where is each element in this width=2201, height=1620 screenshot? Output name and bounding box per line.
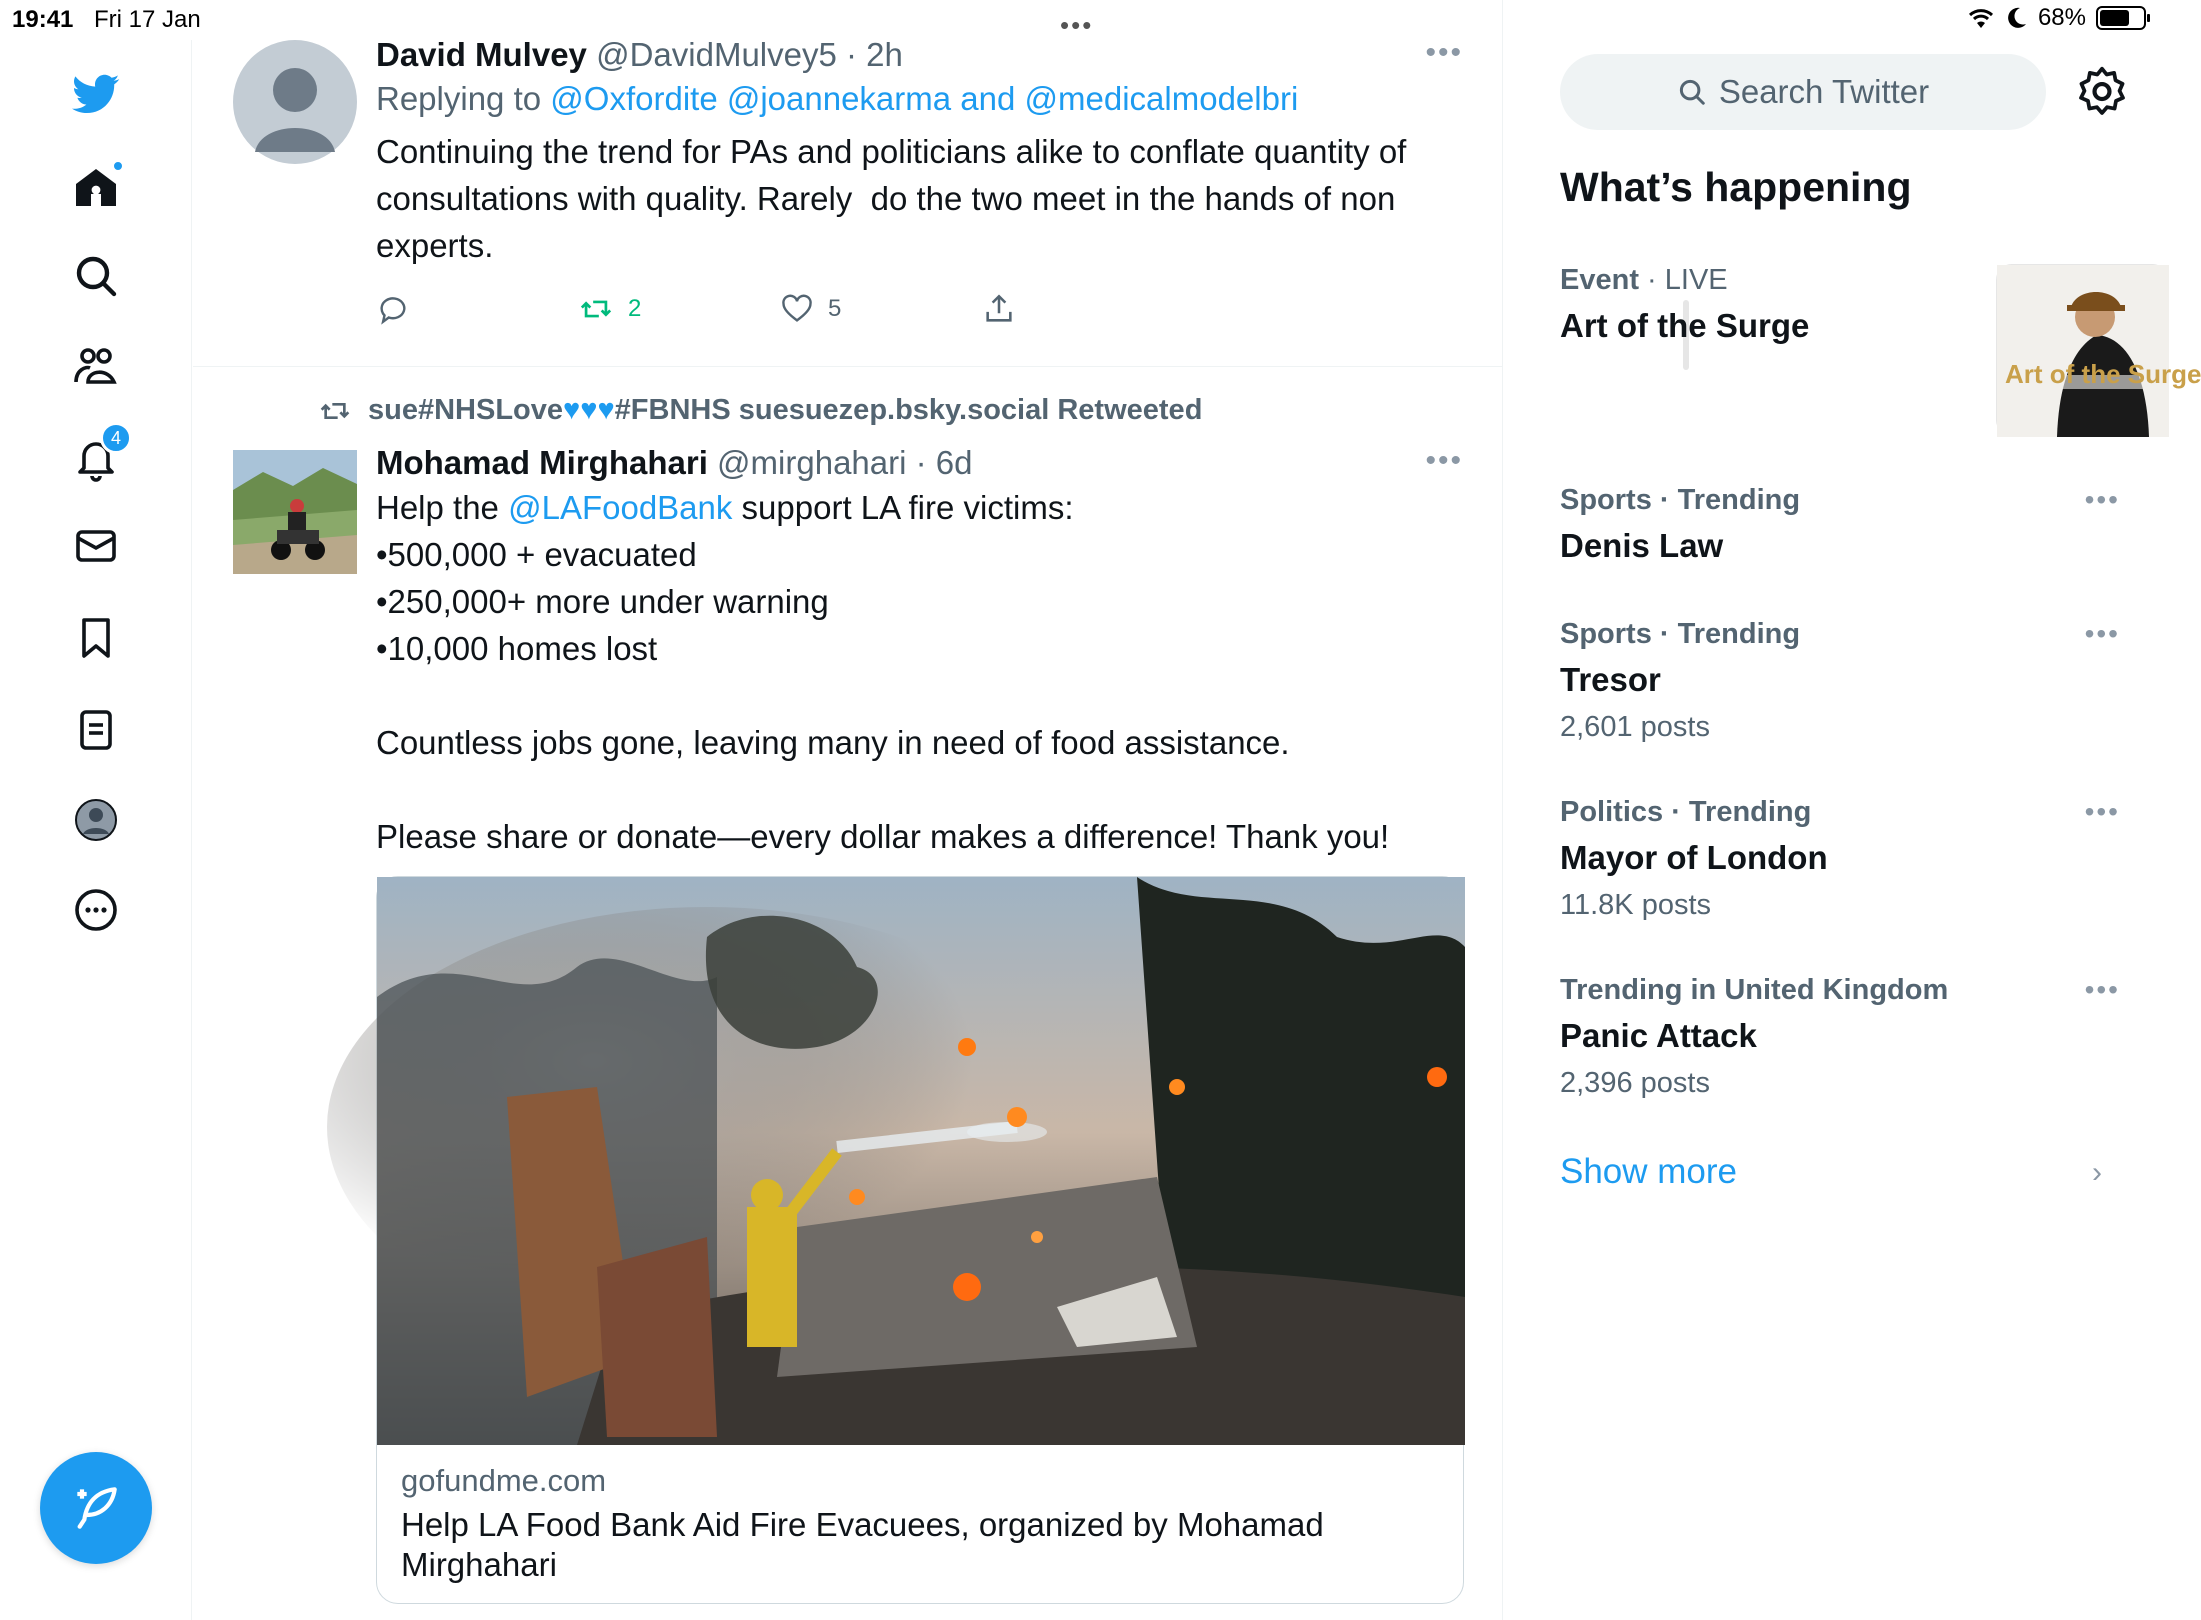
home-icon[interactable] (68, 160, 124, 216)
retweet-button[interactable] (578, 292, 780, 326)
bookmarks-icon[interactable] (68, 610, 124, 666)
retweeted-by-name: sue#NHSLove (368, 394, 564, 426)
trend-item[interactable] (1560, 618, 2120, 744)
event-title: Art of the Surge (1560, 307, 1810, 344)
home-unread-dot (112, 160, 124, 172)
tweet-more-options-icon[interactable]: ••• (1425, 444, 1463, 477)
blue-heart-emoji-icon: ♥♥♥ (563, 394, 615, 426)
show-more-link[interactable]: Show more (1560, 1152, 1738, 1191)
status-time: 19:41 (12, 6, 74, 33)
trend-post-count: 11.8K posts (1560, 889, 1712, 921)
communities-icon[interactable] (68, 338, 124, 394)
tweet-text: Continuing the trend for PAs and politicians alike to conflate quantity of consultations with quality. Rarely do the two meet in the hands of non experts. (376, 133, 1416, 264)
share-icon (982, 292, 1016, 326)
share-button[interactable] (982, 292, 1184, 326)
right-sidebar (1504, 0, 2201, 1620)
tweet-time: · 2h (846, 36, 903, 73)
event-status: · LIVE (1647, 264, 1728, 296)
status-date: Fri 17 Jan (94, 6, 201, 33)
tweet-more-options-icon[interactable]: ••• (1425, 36, 1463, 69)
trend-more-options-icon[interactable]: ••• (2084, 484, 2120, 515)
search-icon (1677, 77, 1707, 107)
whats-happening-heading: What’s happening (1560, 164, 1912, 210)
tweet-author-handle[interactable]: @mirghahari (717, 444, 907, 481)
replying-to-label: Replying to (376, 80, 542, 117)
trend-item[interactable] (1560, 796, 2120, 922)
trend-more-options-icon[interactable]: ••• (2084, 796, 2120, 827)
trend-title: Mayor of London (1560, 839, 1828, 876)
retweet-icon (578, 292, 614, 326)
mention-link[interactable]: @LAFoodBank (508, 489, 733, 526)
battery-percent: 68% (2037, 4, 2086, 31)
retweeted-icon (316, 395, 354, 427)
profile-icon[interactable] (68, 792, 124, 848)
tweet-text-body: support LA fire victims: •500,000 + evacuated •250,000+ more under warning •10,000 homes lost Countless jobs gone, leaving many in need of food assistance. Please share or donate—every dollar makes a difference! Thank you! (376, 489, 1390, 855)
avatar[interactable] (233, 450, 357, 574)
reply-button[interactable] (376, 292, 578, 326)
like-button[interactable] (780, 292, 982, 326)
trend-post-count: 2,396 posts (1560, 1067, 1710, 1099)
trend-title: Denis Law (1560, 527, 1724, 564)
trend-post-count: 2,601 posts (1560, 711, 1710, 743)
trend-category: Sports · Trending (1560, 484, 1801, 516)
retweeted-by-line[interactable] (316, 394, 1202, 427)
tweet-divider (193, 366, 1503, 367)
sidebar-nav (0, 40, 192, 1620)
gear-icon (2074, 64, 2130, 120)
link-card-domain: gofundme.com (401, 1463, 607, 1498)
compose-feather-icon (68, 1480, 124, 1536)
trend-title: Panic Attack (1560, 1017, 1757, 1054)
link-card-title: Help LA Food Bank Aid Fire Evacuees, organized by Mohamad Mirghahari (401, 1506, 1324, 1583)
event-thumbnail-text: Art of the Surge (2005, 359, 2201, 389)
replying-to-mentions[interactable]: @Oxfordite @joannekarma and @medicalmodelbri (550, 80, 1299, 117)
tweet-author-handle[interactable]: @DavidMulvey5 (596, 36, 837, 73)
trend-item[interactable] (1560, 974, 2120, 1100)
retweeted-by-suffix: #FBNHS suesuezep.bsky.social Retweeted (614, 394, 1203, 426)
retweet-count: 2 (628, 295, 642, 322)
messages-icon[interactable] (68, 518, 124, 574)
trend-more-options-icon[interactable]: ••• (2084, 974, 2120, 1005)
explore-settings-button[interactable] (2074, 64, 2130, 120)
trend-more-options-icon[interactable]: ••• (2084, 618, 2120, 649)
search-placeholder: Search Twitter (1718, 73, 1930, 110)
more-icon[interactable] (68, 882, 124, 938)
tweet-text (376, 484, 1456, 860)
reply-icon (376, 292, 410, 326)
event-category: Event (1560, 264, 1639, 296)
like-count: 5 (828, 295, 842, 322)
trend-category: Politics · Trending (1560, 796, 1812, 828)
link-card[interactable] (376, 876, 1464, 1604)
twitter-logo-icon[interactable] (68, 66, 124, 122)
timeline (193, 0, 1503, 1620)
tweet-actions (376, 289, 1456, 329)
link-card-image[interactable] (377, 877, 1463, 1445)
tweet-author-name[interactable]: David Mulvey (376, 36, 587, 73)
trend-item-event[interactable] (1560, 264, 2201, 389)
notifications-badge: 4 (100, 422, 132, 454)
tweet-text-prefix: Help the (376, 489, 509, 526)
trend-item[interactable] (1560, 484, 2120, 565)
compose-tweet-button[interactable] (40, 1452, 152, 1564)
lists-icon[interactable] (68, 702, 124, 758)
trend-category: Trending in United Kingdom (1560, 974, 1949, 1006)
tweet-time: · 6d (915, 444, 973, 481)
tweet-author-name[interactable]: Mohamad Mirghahari (376, 444, 708, 481)
trend-title: Tresor (1560, 661, 1661, 698)
multitasking-handle-icon[interactable]: ••• (1060, 10, 1094, 40)
search-input[interactable] (1560, 54, 2046, 130)
event-thumbnail[interactable] (1996, 264, 2201, 436)
trend-category: Sports · Trending (1560, 618, 1801, 650)
like-heart-icon (780, 292, 814, 326)
chevron-right-icon[interactable]: › (2092, 1156, 2102, 1189)
avatar[interactable] (233, 40, 357, 164)
notifications-icon[interactable] (68, 427, 124, 486)
search-icon[interactable] (68, 248, 124, 304)
